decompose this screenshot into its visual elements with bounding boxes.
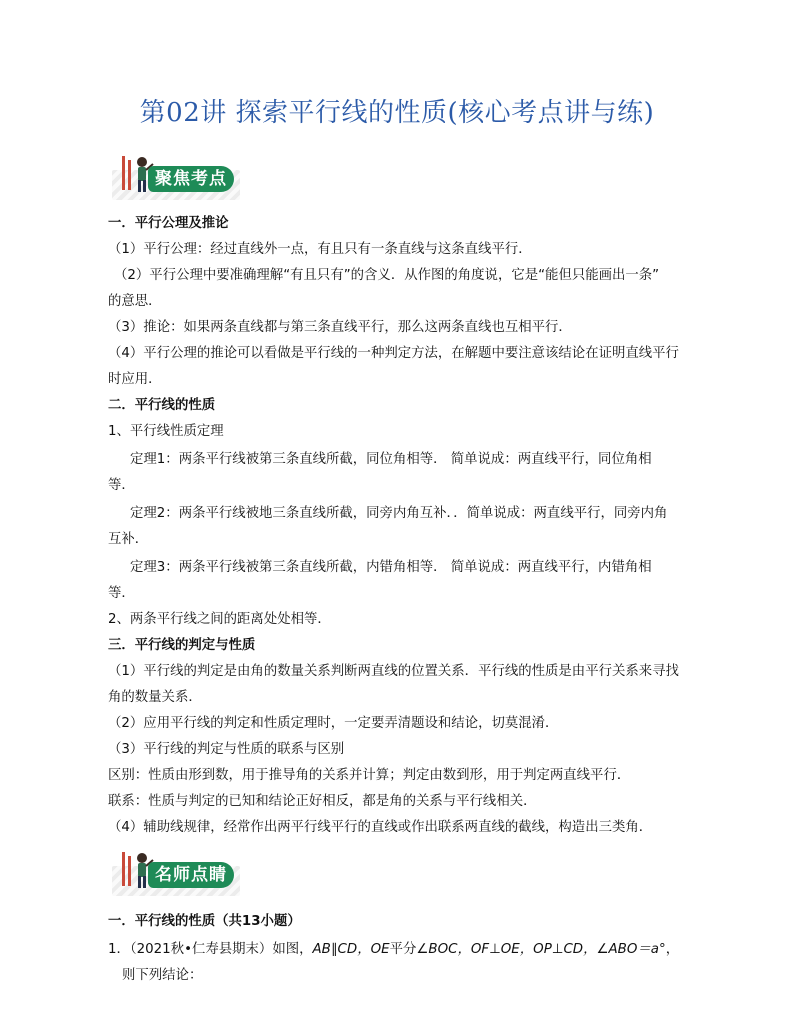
section2-line7: 等． [108,586,135,601]
section2-line1: 1、平行线性质定理 [108,424,224,439]
practice-heading: 一．平行线的性质（共13小题） [108,914,301,929]
section2-line8: 2、两条平行线之间的距离处处相等． [108,612,331,627]
question-text: 平分 [389,942,417,957]
section1-line5: （4）平行公理的推论可以看做是平行线的一种判定方法，在解题中要注意该结论在证明直线平行 [108,346,679,361]
section3-line1: （1）平行线的判定是由角的数量关系判断两直线的位置关系．平行线的性质是由平行关系来寻找 [108,664,679,679]
focus-badge-label: 聚焦考点 [148,166,234,192]
teacher-badge-label: 名师点睛 [148,862,234,888]
section2-heading: 二．平行线的性质 [108,398,216,413]
section3-line2: 角的数量关系． [108,690,202,705]
section1-line3: 的意思． [108,294,162,309]
section3-line6: 联系：性质与判定的已知和结论正好相反，都是角的关系与平行线相关． [108,794,537,809]
page-title: 第02讲 探索平行线的性质(核心考点讲与练) [139,98,655,128]
question-math: ∠BOC，OF⊥OE，OP⊥CD，∠ABO＝a° [416,942,666,957]
section3-line3: （2）应用平行线的判定和性质定理时，一定要弄清题设和结论，切莫混淆． [108,716,559,731]
question-text: ， [665,942,680,957]
question-1-line1 [108,940,679,960]
section1-line1: （1）平行公理：经过直线外一点，有且只有一条直线与这条直线平行． [108,242,532,257]
section3-heading: 三．平行线的判定与性质 [108,638,256,653]
section1-heading: 一．平行公理及推论 [108,216,229,231]
section2-line3: 等． [108,478,135,493]
focus-badge [112,158,240,202]
section3-line4: （3）平行线的判定与性质的联系与区别 [108,742,345,757]
section2-line5: 互补． [108,532,149,547]
section2-line4: 定理2：两条平行线被地三条直线所截，同旁内角互补．．简单说成：两直线平行，同旁内角 [130,506,668,521]
question-number: 1． [108,942,130,957]
section2-line6: 定理3：两条平行线被第三条直线所截，内错角相等． 简单说成：两直线平行，内错角相 [130,560,652,575]
section3-line7: （4）辅助线规律，经常作出两平行线平行的直线或作出联系两直线的截线，构造出三类角． [108,820,653,835]
section1-line6: 时应用． [108,372,162,387]
question-1-line2: 则下列结论： [122,968,203,983]
section1-line4: （3）推论：如果两条直线都与第三条直线平行，那么这两条直线也互相平行． [108,320,572,335]
teacher-badge [112,854,240,898]
section2-line2: 定理1：两条平行线被第三条直线所截，同位角相等． 简单说成：两直线平行，同位角相 [130,452,652,467]
section1-line2: （2）平行公理中要准确理解“有且只有”的含义．从作图的角度说，它是“能但只能画出一条” [114,268,660,283]
question-source: （2021秋•仁寿县期末）如图， [129,942,313,957]
section3-line5: 区别：性质由形到数，用于推导角的关系并计算；判定由数到形，用于判定两直线平行． [108,768,631,783]
question-math: AB∥CD，OE [312,942,390,957]
